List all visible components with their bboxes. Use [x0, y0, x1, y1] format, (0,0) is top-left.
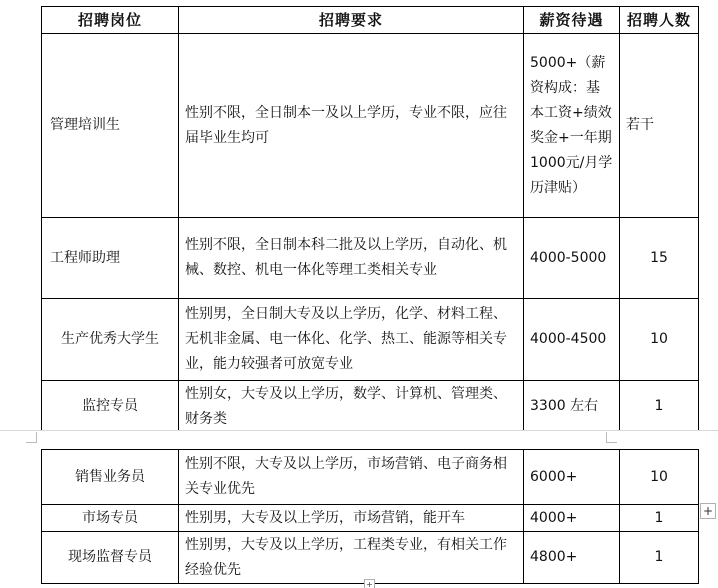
cell-position: 市场专员 [42, 505, 179, 532]
page-corner-mark [606, 432, 617, 443]
header-headcount: 招聘人数 [620, 7, 699, 34]
cell-requirements: 性别男，全日制大专及以上学历，化学、材料工程、无机非金属、电一体化、化学、热工、能源等相关专业，能力较强者可放宽专业 [179, 299, 524, 381]
cell-headcount: 1 [620, 505, 699, 532]
cell-salary: 4000-5000 [524, 218, 620, 299]
table-resize-handle[interactable]: + [364, 579, 375, 588]
cell-position: 生产优秀大学生 [42, 299, 179, 381]
cell-headcount: 若干 [620, 34, 699, 218]
recruitment-table-continued [41, 449, 699, 584]
table-header-row [42, 7, 699, 34]
cell-headcount: 15 [620, 218, 699, 299]
table-row [42, 381, 699, 433]
header-salary: 薪资待遇 [524, 7, 620, 34]
cell-requirements: 性别男，大专及以上学历，市场营销，能开车 [179, 505, 524, 532]
cell-requirements: 性别不限，全日制本科二批及以上学历，自动化、机械、数控、机电一体化等理工类相关专业 [179, 218, 524, 299]
cell-salary: 5000+（薪资构成：基本工资+绩效奖金+一年期1000元/月学历津贴） [524, 34, 620, 218]
header-requirements: 招聘要求 [179, 7, 524, 34]
cell-salary: 4800+ [524, 532, 620, 584]
table-row [42, 299, 699, 381]
table-row [42, 218, 699, 299]
cell-position: 管理培训生 [42, 34, 179, 218]
cell-requirements: 性别不限，大专及以上学历，市场营销、电子商务相关专业优先 [179, 450, 524, 505]
cell-position: 销售业务员 [42, 450, 179, 505]
page-corner-mark [26, 432, 37, 443]
cell-requirements: 性别不限，全日制本一及以上学历，专业不限，应往届毕业生均可 [179, 34, 524, 218]
cell-salary: 4000-4500 [524, 299, 620, 381]
header-position: 招聘岗位 [42, 7, 179, 34]
cell-headcount: 1 [620, 532, 699, 584]
cell-position: 工程师助理 [42, 218, 179, 299]
cell-position: 监控专员 [42, 381, 179, 433]
cell-position: 现场监督专员 [42, 532, 179, 584]
cell-salary: 6000+ [524, 450, 620, 505]
cell-requirements: 性别女，大专及以上学历，数学、计算机、管理类、财务类 [179, 381, 524, 433]
cell-salary: 3300 左右 [524, 381, 620, 433]
table-row [42, 450, 699, 505]
cell-headcount: 10 [620, 299, 699, 381]
table-row [42, 34, 699, 218]
cell-headcount: 10 [620, 450, 699, 505]
table-row [42, 532, 699, 584]
cell-requirements: 性别男，大专及以上学历，工程类专业，有相关工作经验优先 [179, 532, 524, 584]
cell-salary: 4000+ [524, 505, 620, 532]
recruitment-table [41, 6, 699, 433]
table-row [42, 505, 699, 532]
plus-icon[interactable]: + [700, 503, 716, 519]
cell-headcount: 1 [620, 381, 699, 433]
